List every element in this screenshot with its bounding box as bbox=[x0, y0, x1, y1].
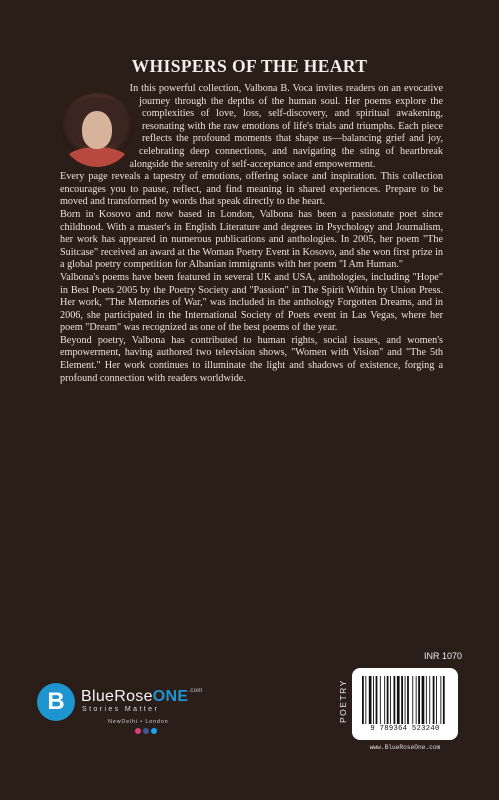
publisher-name bbox=[81, 688, 203, 706]
blurb-paragraph: Beyond poetry, Valbona has contributed to human rights, social issues, and women's empowerment, having authored two television shows, "Women with Vision" and "The 5th Element." Her work continues to illuminate the light and shadows of existence, forging a profound connection with readers worldwide. bbox=[60, 334, 443, 384]
publisher-name-suffix: .com bbox=[188, 688, 203, 694]
back-cover-blurb bbox=[60, 83, 443, 385]
publisher-logo-icon: B bbox=[37, 683, 75, 721]
genre-label: POETRY bbox=[338, 679, 348, 723]
publisher-tagline: Stories Matter bbox=[82, 706, 160, 713]
author-portrait bbox=[60, 93, 134, 167]
blurb-paragraph: In this powerful collection, Valbona B. Voca invites readers on an evocative journey through the depths of the human soul. Her poems explore the complexities of love, loss, self-discovery, and spiritual awakening, resonating with the raw emotions of life's trials and triumphs. Each piece reflects the profound moments that shape us—balancing grief and joy, celebrating deep connections, and navigating the sting of heartbreak alongside the serenity of self-acceptance and empowerment. bbox=[129, 83, 443, 170]
barcode bbox=[352, 668, 458, 740]
blurb-paragraph: Every page reveals a tapestry of emotions, offering solace and inspiration. This collection encourages you to pause, reflect, and find meaning in shared experiences. Prepare to be moved and transformed by words that speak directly to the heart. bbox=[60, 171, 443, 208]
facebook-icon bbox=[143, 728, 149, 734]
instagram-icon bbox=[135, 728, 141, 734]
price-label: INR 1070 bbox=[424, 651, 463, 661]
publisher-name-main: BlueRose bbox=[81, 688, 153, 705]
publisher-name-accent: ONE bbox=[152, 688, 189, 705]
blurb-paragraph: Valbona's poems have been featured in several UK and USA, anthologies, including "Hope" in Best Poets 2005 by the Poetry Society and "Passion" in The Spirit Within by Union Press. Her work, "The Memories of War," was included in the anthology Forgotten Dreams, and in 2006, she participated in the International Society of Poets event in Las Vegas, where her poem "Dream" was recognized as one of the best poems of the year. bbox=[60, 271, 443, 334]
twitter-icon bbox=[151, 728, 157, 734]
barcode-bars bbox=[362, 676, 448, 724]
blurb-paragraph: Born in Kosovo and now based in London, Valbona has been a passionate poet since childhood. With a master's in English Literature and degrees in Psychology and Journalism, her work has appeared in numerous publications and anthologies. In 2005, her poem "The Suitcase" received an award at the Woman Poetry Event in Kosovo, and she won first prize in a global poetry competition for Albanian immigrants with her poem "I Am Human." bbox=[60, 208, 443, 271]
social-icons bbox=[135, 728, 157, 734]
publisher-cities: NewDelhi • London bbox=[108, 719, 169, 725]
book-title: WHISPERS OF THE HEART bbox=[131, 56, 368, 76]
isbn-number: 9 789364 523240 bbox=[370, 725, 440, 733]
publisher-website: www.BlueRoseOne.com bbox=[369, 744, 441, 751]
